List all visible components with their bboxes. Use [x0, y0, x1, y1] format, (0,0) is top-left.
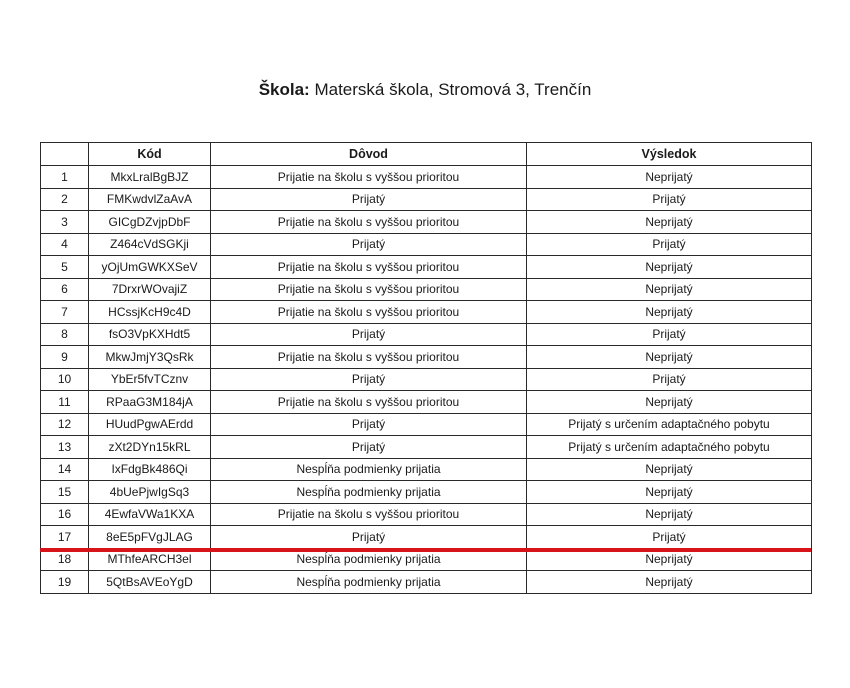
cell-number: 11	[41, 391, 89, 414]
cell-dovod: Nespĺňa podmienky prijatia	[211, 481, 527, 504]
cell-kod: 7DrxrWOvajiZ	[89, 278, 211, 301]
cell-number: 2	[41, 188, 89, 211]
cell-dovod: Nespĺňa podmienky prijatia	[211, 571, 527, 594]
header-vysledok: Výsledok	[527, 143, 812, 166]
cell-kod: GICgDZvjpDbF	[89, 211, 211, 234]
cell-number: 16	[41, 503, 89, 526]
header-kod: Kód	[89, 143, 211, 166]
cell-kod: YbEr5fvTCznv	[89, 368, 211, 391]
table-row	[41, 503, 812, 526]
table-row	[41, 256, 812, 279]
cell-vysledok: Neprijatý	[527, 481, 812, 504]
cell-vysledok: Neprijatý	[527, 278, 812, 301]
table-row	[41, 323, 812, 346]
cell-number: 12	[41, 413, 89, 436]
cell-vysledok: Neprijatý	[527, 571, 812, 594]
cell-dovod: Prijatý	[211, 413, 527, 436]
cell-dovod: Prijatý	[211, 188, 527, 211]
table-row	[41, 458, 812, 481]
cell-dovod: Prijatie na školu s vyššou prioritou	[211, 166, 527, 189]
cell-number: 18	[41, 548, 89, 571]
cell-kod: zXt2DYn15kRL	[89, 436, 211, 459]
table-row	[41, 391, 812, 414]
cell-dovod: Prijatie na školu s vyššou prioritou	[211, 256, 527, 279]
cell-vysledok: Neprijatý	[527, 256, 812, 279]
school-label: Škola:	[258, 80, 310, 99]
cell-kod: FMKwdvlZaAvA	[89, 188, 211, 211]
cell-number: 5	[41, 256, 89, 279]
cell-vysledok: Prijatý	[527, 368, 812, 391]
cell-number: 4	[41, 233, 89, 256]
header-number	[41, 143, 89, 166]
cell-dovod: Prijatie na školu s vyššou prioritou	[211, 503, 527, 526]
cell-kod: MkwJmjY3QsRk	[89, 346, 211, 369]
cell-kod: yOjUmGWKXSeV	[89, 256, 211, 279]
cell-kod: 4EwfaVWa1KXA	[89, 503, 211, 526]
header-dovod: Dôvod	[211, 143, 527, 166]
cell-dovod: Prijatie na školu s vyššou prioritou	[211, 391, 527, 414]
cell-number: 7	[41, 301, 89, 324]
cell-kod: Z464cVdSGKji	[89, 233, 211, 256]
cell-vysledok: Prijatý s určením adaptačného pobytu	[527, 436, 812, 459]
table-row	[41, 436, 812, 459]
cell-vysledok: Neprijatý	[527, 503, 812, 526]
table-row	[41, 346, 812, 369]
table-row	[41, 368, 812, 391]
cell-number: 10	[41, 368, 89, 391]
cell-kod: fsO3VpKXHdt5	[89, 323, 211, 346]
cell-dovod: Nespĺňa podmienky prijatia	[211, 458, 527, 481]
cell-vysledok: Prijatý	[527, 323, 812, 346]
cell-kod: 4bUePjwIgSq3	[89, 481, 211, 504]
cell-vysledok: Neprijatý	[527, 391, 812, 414]
cell-dovod: Prijatie na školu s vyššou prioritou	[211, 301, 527, 324]
cell-vysledok: Prijatý s určením adaptačného pobytu	[527, 413, 812, 436]
cell-number: 13	[41, 436, 89, 459]
cell-dovod: Prijatie na školu s vyššou prioritou	[211, 278, 527, 301]
table-row	[41, 481, 812, 504]
cell-number: 3	[41, 211, 89, 234]
cell-dovod: Prijatie na školu s vyššou prioritou	[211, 346, 527, 369]
table-header-row	[41, 143, 812, 166]
cell-dovod: Prijatý	[211, 436, 527, 459]
table-body	[41, 166, 812, 594]
school-name: Materská škola, Stromová 3, Trenčín	[314, 80, 592, 99]
capacity-cutoff-line	[40, 548, 811, 552]
cell-number: 1	[41, 166, 89, 189]
cell-vysledok: Prijatý	[527, 188, 812, 211]
cell-number: 17	[41, 526, 89, 549]
cell-kod: MkxLralBgBJZ	[89, 166, 211, 189]
cell-number: 19	[41, 571, 89, 594]
table-row	[41, 571, 812, 594]
cell-kod: 8eE5pFVgJLAG	[89, 526, 211, 549]
cell-number: 6	[41, 278, 89, 301]
table-row	[41, 526, 812, 549]
table-row	[41, 413, 812, 436]
cell-number: 8	[41, 323, 89, 346]
cell-vysledok: Prijatý	[527, 233, 812, 256]
cell-vysledok: Neprijatý	[527, 458, 812, 481]
cell-dovod: Nespĺňa podmienky prijatia	[211, 548, 527, 571]
page-title	[0, 79, 850, 101]
cell-vysledok: Neprijatý	[527, 211, 812, 234]
cell-kod: HUudPgwAErdd	[89, 413, 211, 436]
cell-dovod: Prijatý	[211, 233, 527, 256]
table-row	[41, 233, 812, 256]
cell-dovod: Prijatie na školu s vyššou prioritou	[211, 211, 527, 234]
cell-number: 14	[41, 458, 89, 481]
cell-vysledok: Neprijatý	[527, 301, 812, 324]
table-row	[41, 301, 812, 324]
cell-kod: IxFdgBk486Qi	[89, 458, 211, 481]
cell-dovod: Prijatý	[211, 526, 527, 549]
cell-number: 9	[41, 346, 89, 369]
cell-vysledok: Neprijatý	[527, 548, 812, 571]
cell-vysledok: Neprijatý	[527, 166, 812, 189]
cell-number: 15	[41, 481, 89, 504]
cell-dovod: Prijatý	[211, 368, 527, 391]
cell-kod: MThfeARCH3el	[89, 548, 211, 571]
table-row	[41, 278, 812, 301]
cell-kod: RPaaG3M184jA	[89, 391, 211, 414]
results-table	[40, 142, 812, 594]
cell-dovod: Prijatý	[211, 323, 527, 346]
cell-vysledok: Neprijatý	[527, 346, 812, 369]
cell-vysledok: Prijatý	[527, 526, 812, 549]
cell-kod: HCssjKcH9c4D	[89, 301, 211, 324]
table-row	[41, 166, 812, 189]
table-row	[41, 188, 812, 211]
table-row	[41, 211, 812, 234]
cell-kod: 5QtBsAVEoYgD	[89, 571, 211, 594]
